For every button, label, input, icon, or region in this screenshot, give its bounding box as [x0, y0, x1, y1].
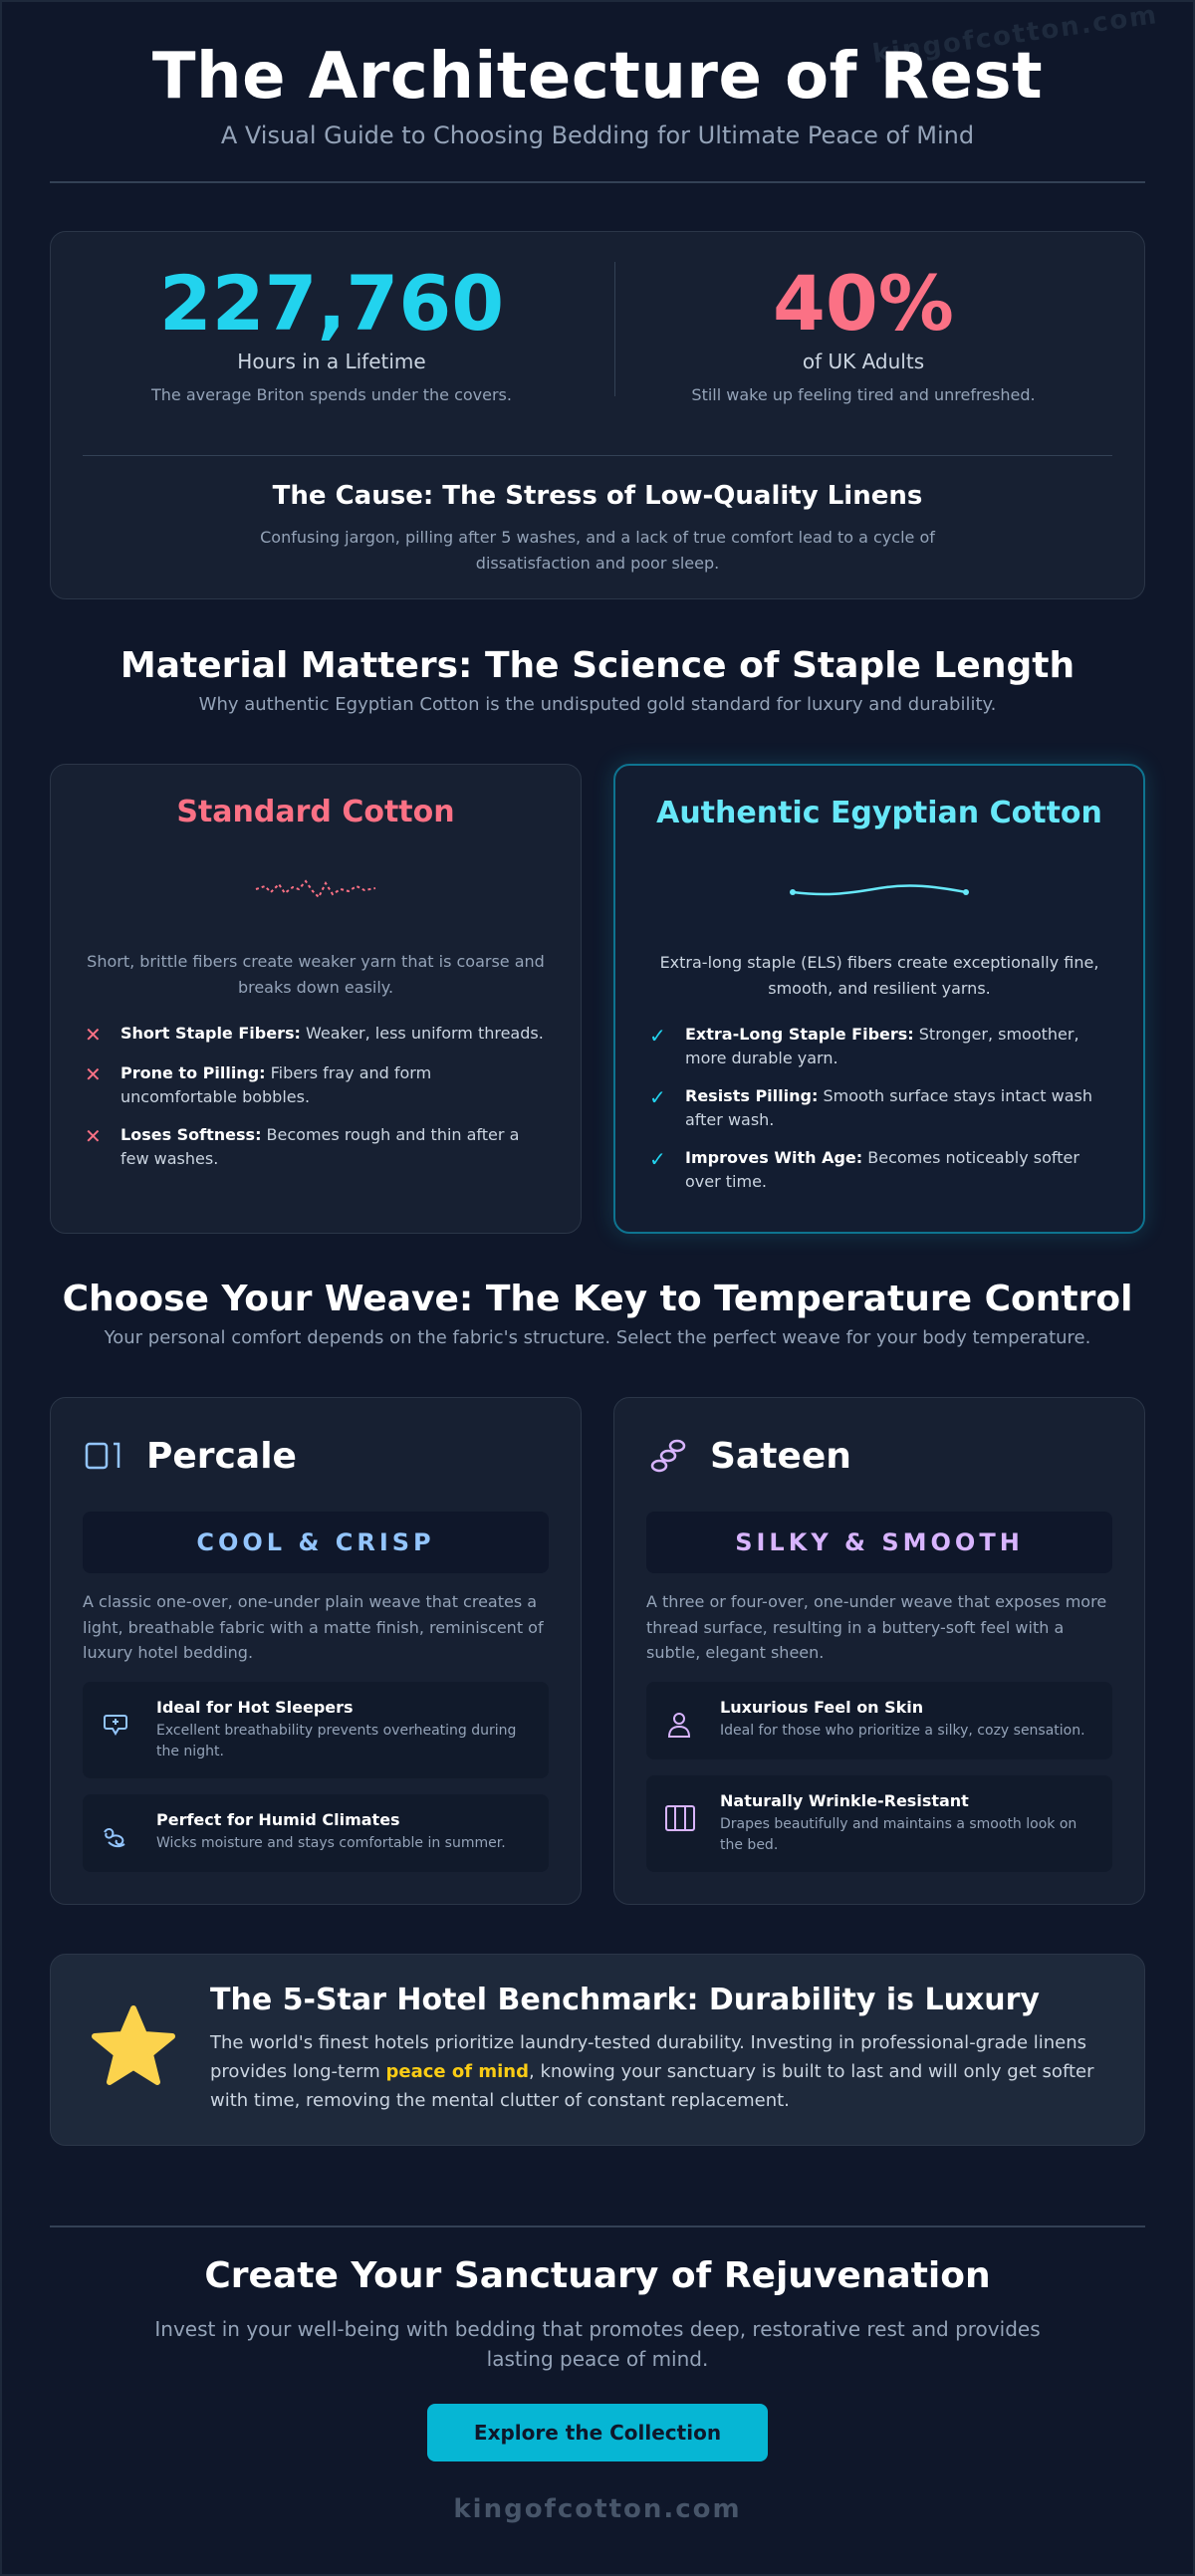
cause-text: Confusing jargon, pilling after 5 washes, and a lack of true comfort lead to a cycle of dissatisfaction and poor sleep. — [260, 528, 935, 573]
egyptian-cotton-desc: Extra-long staple (ELS) fibers create exceptionally fine, smooth, and resilient yarns. — [659, 953, 1099, 998]
short-fiber-icon — [251, 869, 380, 909]
cross-icon: ✕ — [85, 1124, 102, 1149]
cross-icon: ✕ — [85, 1062, 102, 1087]
material-title: Material Matters: The Science of Staple Length — [120, 645, 1076, 686]
columns-icon — [664, 1803, 700, 1837]
feature-item — [83, 1794, 549, 1872]
percale-card — [50, 1397, 582, 1905]
stat-label: Hours in a Lifetime — [237, 349, 426, 373]
page-header — [50, 40, 1145, 149]
sateen-head — [646, 1428, 1112, 1484]
sateen-tag: SILKY & SMOOTH — [646, 1512, 1112, 1573]
footer-brand[interactable]: kingofcotton.com — [453, 2494, 742, 2524]
sateen-name: Sateen — [710, 1435, 851, 1477]
person-icon — [664, 1710, 700, 1744]
stat-hours — [83, 259, 581, 404]
feature-title: Naturally Wrinkle-Resistant — [720, 1790, 969, 1810]
check-icon: ✓ — [649, 1147, 666, 1172]
page-title: The Architecture of Rest — [151, 40, 1044, 114]
feature-item — [646, 1775, 1112, 1872]
cause-title: The Cause: The Stress of Low-Quality Linens — [272, 481, 923, 511]
benchmark-highlight: peace of mind — [385, 2060, 529, 2082]
cross-icon: ✕ — [85, 1023, 102, 1048]
list-item: ✓ Resists Pilling: Smooth surface stays intact wash after wash. — [649, 1085, 1092, 1130]
percale-name: Percale — [146, 1435, 297, 1477]
list-item: ✓ Improves With Age: Becomes noticeably softer over time. — [649, 1147, 1079, 1192]
material-header — [50, 645, 1145, 715]
sateen-desc: A three or four-over, one-under weave that exposes more thread surface, resulting in a buttery-soft feel with a subtle, elegant sheen. — [646, 1592, 1107, 1663]
list-item: ✕ Prone to Pilling: Fibers fray and form uncomfortable bobbles. — [85, 1062, 432, 1107]
cause-block — [51, 481, 1144, 576]
weave-title: Choose Your Weave: The Key to Temperature Control — [62, 1279, 1133, 1319]
cta-divider — [50, 2225, 1145, 2227]
percale-head — [83, 1428, 549, 1484]
list-item: ✕ Short Staple Fibers: Weaker, less uniform threads. — [85, 1023, 544, 1048]
stat-sub: Still wake up feeling tired and unrefreshed. — [691, 384, 1036, 404]
stats-hdivider — [83, 455, 1112, 456]
feature-item — [83, 1682, 549, 1778]
header-divider — [50, 181, 1145, 183]
egyptian-cotton-card — [613, 764, 1145, 1234]
sateen-weave-icon — [646, 1434, 690, 1478]
feature-sub: Wicks moisture and stays comfortable in summer. — [156, 1834, 506, 1851]
list-item: ✕ Loses Softness: Becomes rough and thin after a few washes. — [85, 1124, 520, 1169]
star-icon — [91, 2004, 176, 2086]
percale-weave-icon — [83, 1434, 126, 1478]
benchmark-text: The world's finest hotels prioritize laundry-tested durability. Investing in professional-grade linens provides long-term peace of mind, knowing your sanctuary is built to last and will only get softer with time, removing the mental clutter of constant replacement. — [210, 2032, 1094, 2111]
sateen-card — [613, 1397, 1145, 1905]
wind-icon — [101, 1822, 136, 1856]
standard-cotton-card — [50, 764, 582, 1234]
explore-collection-button[interactable]: Explore the Collection — [427, 2404, 768, 2461]
standard-cotton-list — [85, 1022, 547, 1171]
feature-title: Ideal for Hot Sleepers — [156, 1697, 354, 1717]
stat-sub: The average Briton spends under the covers. — [151, 384, 512, 404]
egyptian-cotton-title: Authentic Egyptian Cotton — [656, 796, 1102, 830]
percale-tag: COOL & CRISP — [83, 1512, 549, 1573]
feature-sub: Drapes beautifully and maintains a smooth look on the bed. — [720, 1815, 1077, 1853]
stat-adults — [614, 259, 1112, 404]
fan-icon — [101, 1710, 136, 1744]
benchmark-card — [50, 1954, 1145, 2146]
weave-subtitle: Your personal comfort depends on the fabric's structure. Select the perfect weave for your body temperature. — [104, 1327, 1091, 1348]
standard-cotton-desc: Short, brittle fibers create weaker yarn that is coarse and breaks down easily. — [87, 952, 545, 997]
cta-text: Invest in your well-being with bedding that promotes deep, restorative rest and provides lasting peace of mind. — [154, 2317, 1041, 2371]
feature-sub: Excellent breathability prevents overheating during the night. — [156, 1722, 517, 1759]
feature-title: Perfect for Humid Climates — [156, 1809, 400, 1829]
standard-cotton-title: Standard Cotton — [176, 795, 455, 829]
stat-value: 227,760 — [158, 259, 505, 348]
benchmark-title: The 5-Star Hotel Benchmark: Durability is Luxury — [210, 1983, 1040, 2017]
stat-value: 40% — [773, 259, 954, 348]
stat-label: of UK Adults — [802, 349, 925, 373]
percale-desc: A classic one-over, one-under plain weave that creates a light, breathable fabric with a matte finish, reminiscent of luxury hotel bedding. — [83, 1592, 544, 1663]
feature-sub: Ideal for those who prioritize a silky, cozy sensation. — [720, 1722, 1085, 1739]
cta-title: Create Your Sanctuary of Rejuvenation — [204, 2255, 991, 2296]
page-subtitle: A Visual Guide to Choosing Bedding for Ultimate Peace of Mind — [220, 121, 975, 149]
list-item: ✓ Extra-Long Staple Fibers: Stronger, smoother, more durable yarn. — [649, 1024, 1079, 1068]
feature-title: Luxurious Feel on Skin — [720, 1697, 924, 1717]
material-subtitle: Why authentic Egyptian Cotton is the undisputed gold standard for luxury and durability. — [198, 694, 997, 715]
long-fiber-icon — [785, 870, 974, 910]
cta-section — [50, 2255, 1145, 2461]
watermark: kingofcotton.com — [870, 0, 1160, 70]
check-icon: ✓ — [649, 1024, 666, 1049]
check-icon: ✓ — [649, 1085, 666, 1110]
feature-item — [646, 1682, 1112, 1759]
egyptian-cotton-list — [649, 1023, 1109, 1194]
weave-header — [50, 1279, 1145, 1348]
stats-card — [50, 231, 1145, 599]
